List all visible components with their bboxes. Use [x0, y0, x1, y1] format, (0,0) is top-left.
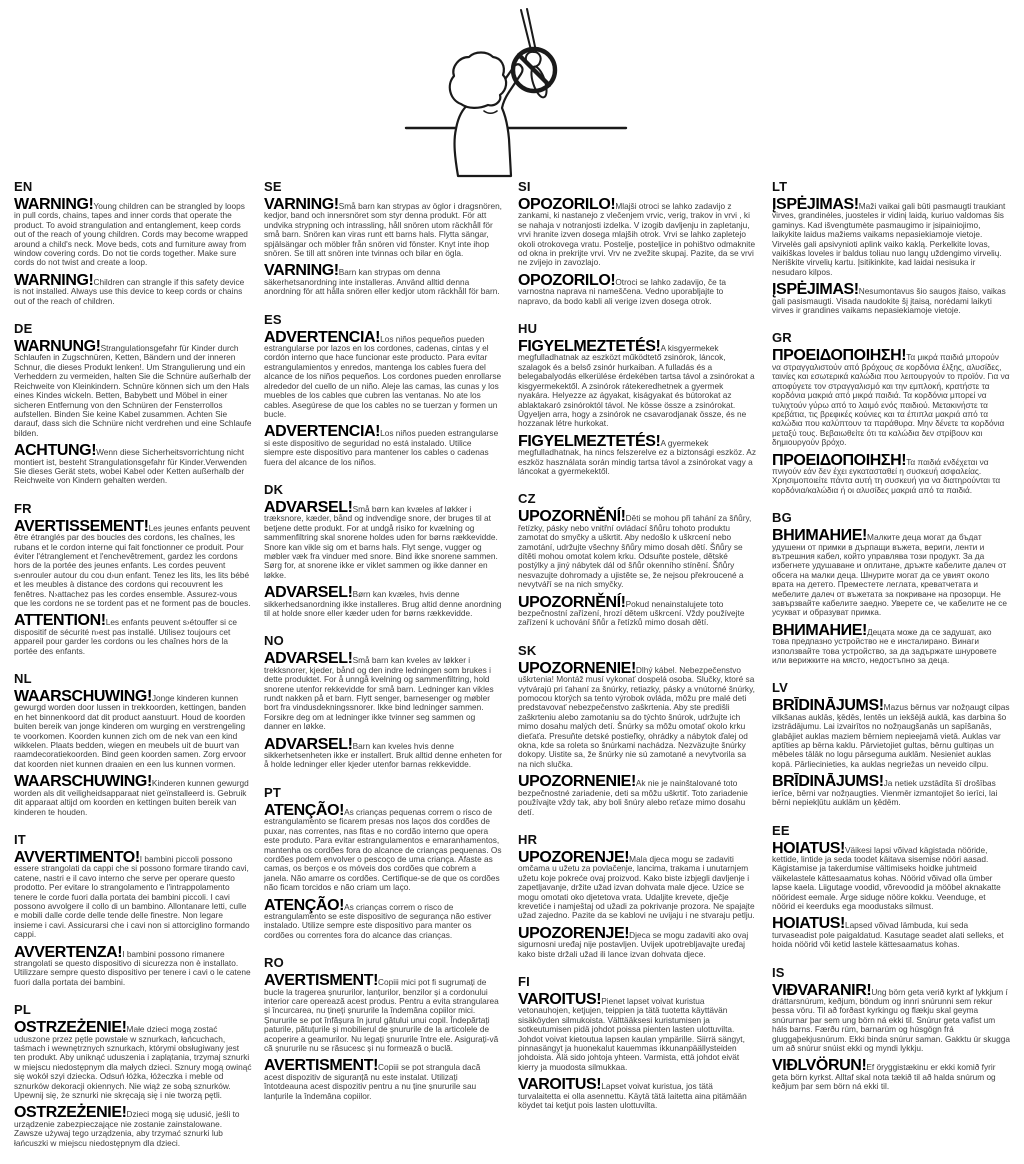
lang-code-label: LT: [772, 179, 788, 194]
warning-heading: UPOZORNENIE!: [518, 773, 636, 791]
warning-heading: AVERTISMENT!: [264, 972, 379, 990]
warning-text: Barn kan strypas om denna säkerhetsanordning inte installeras. Använd alltid denna anordning för att hålla snören eller kedjor utom räckhåll för barn.: [264, 267, 500, 297]
warning-section: [14, 442, 252, 486]
warning-heading: UPOZORENJE!: [518, 848, 630, 866]
lang-code-label: GR: [772, 330, 792, 346]
warning-section: [518, 271, 756, 306]
column-3: [518, 180, 756, 1126]
warning-text: Nesumontavus šio saugos įtaiso, vaikas gali pasismaugti. Visada naudokite šį įtaisą, norėdami laikyti virves ir grandines vaikams nepasiekiamoje vietoje.: [772, 286, 1006, 316]
lang-block-no: [264, 634, 502, 769]
lang-block-de: [14, 322, 252, 486]
warning-heading: ATTENTION!: [14, 612, 106, 630]
warning-section: [518, 508, 756, 590]
warning-heading: UPOZORNĚNÍ!: [518, 508, 626, 526]
warning-heading: VAROITUS!: [518, 990, 602, 1008]
warning-text: Децата може да се задушат, ако това предпазно устройство не е инсталирано. Винаги използвайте това устройство, за да задържате шнуровете или верижките на място, недостъпно за деца.: [772, 626, 997, 666]
warning-section: [264, 1057, 502, 1101]
warning-text: Pokud nenainstalujete toto bezpečnostní zařízení, hrozí dětem uškrcení. Vždy používejte zařízení k uchování šňůr a řetízků mimo dosah dětí.: [518, 598, 745, 628]
warning-heading: ВНИМАНИЕ!: [772, 527, 867, 545]
warning-text: As crianças correm o risco de estrangulamento se este dispositivo de segurança não estiver instalado. Utilize sempre este dispositivo para manter os cordões ou correntes fora do alcance das crianças.: [264, 901, 492, 940]
warning-text: Copiii mici pot fi sugrumați de bucle la tragerea șnururilor, lanțurilor, benzilor și a cordonului interior care operează acest produs. Pentru a evita strangularea și încurcarea, nu țineți șnururile la îndemâna copiilor mici. Șnururile se pot înfășura în jurul gâtului unui copil. Îndepărtați paturile, pătuțurile și mobilierul de șnururile de la articolele de acoperire a geamurilor. Nu legați șnururile între ele. Asigurați-vă că șnururile nu se răsucesc și nu formează o buclă.: [264, 977, 499, 1053]
warning-heading: OSTRZEŻENIE!: [14, 1104, 127, 1122]
warning-text: Jonge kinderen kunnen gewurgd worden door lussen in trekkoorden, kettingen, banden en het binnenkoord dat dit product aanstuurt. Houd de koorden buiten bereik van jonge kinderen om wurging en verstrengeling te voorkomen. Koorden kunnen zich om de nek van een kind wikkelen. Plaats bedden, wiegen en meubels uit de buurt van raamdecoratiekoorden. Bind geen koorden samen. Zorg ervoor dat koorden niet kunnen draaien en een lus kunnen vormen.: [14, 693, 247, 769]
warning-text: Τα παιδιά ενδέχεται να πνιγούν εάν δεν έχει εγκατασταθεί η συσκευή ασφαλείας. Χρησιμοποιείτε πάντα αυτή τη συσκευή για να διατηρούνται τα κορδόνια/καλώδια ή οι αλυσίδες μακριά από τα παιδιά.: [772, 456, 1001, 495]
warning-text: Ef öryggistækinu er ekki komið fyrir geta börn kyrkst. Alltaf skal nota tækið til að halda snúrum og keðjum þar sem börn ná ekki til.: [772, 1062, 996, 1092]
warning-heading: VARNING!: [264, 196, 339, 213]
warning-text: Copiii se pot strangula dacă acest dispozitiv de siguranță nu este instalat. Utilizați întotdeauna acest dispozitiv pentru a nu ține șnururile sau lanțurile la îndemâna copiilor.: [264, 1062, 481, 1101]
lang-block-it: [14, 833, 252, 987]
warning-section: [518, 338, 756, 429]
warning-heading: VAROITUS!: [518, 1076, 602, 1094]
warning-heading: ΠΡΟΕΙΔΟΠΟΙΗΣΗ!: [772, 451, 907, 469]
lang-block-pl: [14, 1003, 252, 1148]
warning-text: Små barn kan kveles av løkker i trekksnorer, kjeder, bånd og den indre ledningen som brukes i dette produktet. For å unngå kvelning og sammenfiltring, hold snorene utenfor rekkevidde for små barn. Ledninger kan vikles rundt nakken på et barn. Flytt senger, barnesenger og møbler bort fra vindusdekningssnorer. Ikke bind ledninger sammen. Forsikre deg om at ledninger ikke tvinner seg sammen og danner en løkke.: [264, 655, 494, 732]
warning-text: A gyermekek megfulladhatnak, ha nincs felszerelve ez a biztonsági eszköz. Az eszköz használata során mindig tartsa távol a zsinórokat vagy a láncokat a gyermekektől.: [518, 437, 756, 476]
warning-heading: ĮSPĖJIMAS!: [772, 196, 859, 213]
warning-text: Små barn kan strypas av öglor i dragsnören, kedjor, band och innersnöret som styr denna produkt. För att undvika strypning och intrassling, håll snören utom räckhåll för små barn. Snören kan viras runt ett barns hals. Flytta sängar, spjälsängar och möbler från snören vid fönster. Knyt inte ihop snören. Se till att snören inte tvinnas och bilar en ögla.: [264, 201, 502, 259]
warning-section: [264, 896, 502, 941]
warning-section: [14, 943, 252, 988]
lang-block-fi: [518, 975, 756, 1110]
lang-block-lt: [772, 180, 1010, 315]
warning-section: [264, 972, 502, 1053]
lang-block-en: [14, 180, 252, 306]
warning-text: Mazus bērnus var nožņaugt cilpas vilkšanas auklās, ķēdēs, lentēs un iekšējā auklā, kas darbina šo izstrādājumu. Lai izvairītos no nožņaugšanās un sapīšanās, glabājiet auklas maziem bērniem nepieejamā vietā. Auklas var aptīties ap bērna kaklu. Pārvietojiet gultas, bērnu gultiņas un mēbeles tālāk no logu pārseguma auklām. Nesieniet auklas kopā. Pārliecinieties, ka auklas negriežas un neveido cilpu.: [772, 702, 1010, 769]
lang-code-label: HU: [518, 321, 538, 337]
warning-text: Les enfants peuvent s›étouffer si ce dispositif de sécurité n›est pas installé. Utilisez toujours cet appareil pour garder les cordons ou les chaînes hors de la portée des enfants.: [14, 617, 237, 656]
warning-heading: UPOZORENJE!: [518, 924, 630, 942]
lang-code-label: IT: [14, 831, 26, 847]
warning-section: [772, 1057, 1010, 1092]
lang-block-ee: [772, 824, 1010, 950]
warning-heading: ADVERTENCIA!: [264, 328, 381, 346]
warning-text: Otroci se lahko zadavijo, če ta varnostna naprava ni nameščena. Vedno uporabljajte to napravo, da bodo kabli ali verige izven dosega otrok.: [518, 276, 727, 306]
warning-heading: ATENÇÃO!: [264, 801, 345, 819]
warning-heading: ATENÇÃO!: [264, 896, 345, 914]
lang-block-hu: [518, 322, 756, 476]
child-cord-warning-illustration: [398, 8, 636, 178]
warning-text: Děti se mohou při tahání za šňůry, řetízky, pásky nebo vnitřní ovládací šňůru tohoto produktu zamotat do smyčky a uškrtit. Aby nedošlo k uškrcení nebo zamotání, udržujte všechny šňůry mimo dosah dětí. Šňůry se dítěti mohou omotat kolem krku. Odsuňte postele, dětské postýlky a jiný nábytek dál od šňůr okenního stínění. Šňůry nesvazujte dohromady a ujistěte se, že nejsou překroucené a nevytváří se na nich smyčky.: [518, 513, 752, 590]
warning-heading: OPOZORILO!: [518, 196, 616, 213]
warning-heading: ACHTUNG!: [14, 442, 97, 460]
warning-section: [518, 848, 756, 921]
warning-text: Ja netiek uzstādīta šī drošības ierīce, bērni var nožņaugties. Vienmēr izmantojiet šo ierīci, lai bērni nepiekļūtu auklām un ķēdēm.: [772, 778, 998, 808]
lang-block-gr: [772, 331, 1010, 495]
warning-text: Dzieci mogą się udusić, jeśli to urządzenie zabezpieczające nie zostanie zainstalowane. Zawsze używaj tego urządzenia, aby trzymać sznurki lub łańcuszki w miejscu niedostępnym dla dzieci.: [14, 1109, 240, 1148]
warning-text: Mlajši otroci se lahko zadavijo z zankami, ki nastanejo z vlečenjem vrvic, verig, trakov in vrvi , ki se nahaja v notranjosti izdelka. V izogib davljenju in zapletanju, vrvi hranite izven dosega mlajših otrok. Vrvi se lahko zapletejo okoli otrokovega vratu. Postelje, posteljice in pohištvo odmaknite od okna in prekrijte vrvi. Vrv ne zvežite skupaj. Pazite, da se vrvi ne zvijejo in zavozlajo.: [518, 201, 756, 268]
warning-section: [14, 1104, 252, 1148]
warning-section: [264, 498, 502, 580]
lang-block-ro: [264, 956, 502, 1101]
warning-section: [772, 281, 1010, 316]
lang-code-label: DK: [264, 481, 284, 497]
warning-heading: ADVARSEL!: [264, 650, 353, 668]
lang-code-label: RO: [264, 955, 284, 971]
warning-text: Ak nie je nainštalované toto bezpečnostné zariadenie, deti sa môžu uškrtiť. Toto zariadenie používajte vždy tak, aby boli šnúry alebo reťaze mimo dosahu detí.: [518, 778, 748, 817]
warning-text: Małe dzieci mogą zostać uduszone przez pętle powstałe w sznurkach, łańcuchach, taśmach i wewnętrznych sznurkach, którymi obsługiwany jest ten produkt. Aby uniknąć uduszenia i zaplątania, trzymaj sznurki w miejscu niedostępnym dla małych dzieci. Sznury mogą owinąć się wokół szyi dziecka. Odsuń łóżka, łóżeczka i meble od sznurków dekoracji okiennych. Nie wiąż ze sobą sznurków. Upewnij się, że sznurki nie skręcają się i nie tworzą pętli.: [14, 1024, 252, 1101]
warning-heading: ВНИМАНИЕ!: [772, 621, 867, 639]
warning-heading: UPOZORNENIE!: [518, 659, 636, 677]
warning-text: I bambini possono rimanere strangolati se questo dispositivo di sicurezza non è installato. Utilizzare sempre questo dispositivo per tenere i cavi o le catene fuori dalla portata dei bambini.: [14, 948, 251, 987]
warning-section: [264, 801, 502, 893]
warning-section: [14, 517, 252, 609]
lang-block-bg: [772, 511, 1010, 665]
warning-section: [264, 735, 502, 770]
warning-section: [518, 1076, 756, 1111]
warning-section: [772, 451, 1010, 496]
warning-section: [772, 527, 1010, 618]
column-1: [14, 180, 252, 1164]
warning-section: [772, 915, 1010, 950]
warning-text: Små børn kan kvæles af løkker i træksnore, kæder, bånd og indvendige snore, der bruges til at betjene dette produkt. For at undgå risiko for kvælning og sammenfiltring skal snorene holdes uden for børns rækkevidde. Snore kan vikle sig om et barns hals. Flyt senge, vugger og møbler væk fra vinduer med snore. Bind ikke snorene sammen. Sørg for, at snorene ikke er viklet sammen og ikke danner en løkke.: [264, 503, 498, 580]
warning-section: [14, 271, 252, 306]
warning-section: [518, 659, 756, 769]
warning-text: Los niños pequeños pueden estrangularse por lazos en los cordones, cadenas, cintas y el cordón interno que hace funcionar este producto. Para evitar estrangulamientos y enredos, mantenga los cables fuera del alcance de los niños pequeños. Los cordones pueden enrollarse alrededor del cuello de un niño. Aleje las camas, las cunas y los muebles de los cables que cubren las ventanas. No ate los cables. Asegúrese de que los cables no se tuerzan y formen un bucle.: [264, 333, 502, 419]
warning-text: Dlhý kábel. Nebezpečenstvo uškrtenia! Montáž musí vykonať dospelá osoba. Slučky, ktoré sa vytvárajú pri ťahaní za šnúrky, retiazky, pásky a vnútorné šnúrky, pomocou ktorých sa tento výrobok ovláda, môžu pre malé deti predstavovať nebezpečenstvo zaškrtenia. Aby ste predišli zaškrteniu alebo zamotaniu sa do týchto šnúrok, udržujte ich mimo dosahu malých detí. Šnúrky sa môžu omotať okolo krku dieťaťa. Presuňte detské postieľky, ohrádky a nábytok ďalej od okna, kde sa roleta so šnúrkami nachádza. Nezväzujte šnúrky dokopy. Uistite sa, že šnúrky nie sú zamotané a nevytvorila sa na nich slučka.: [518, 664, 755, 769]
lang-code-label: NL: [14, 671, 32, 687]
warning-section: [14, 196, 252, 268]
warning-heading: WARNING!: [14, 196, 94, 213]
child-figure: [450, 52, 541, 176]
warning-heading: ΠΡΟΕΙΔΟΠΟΙΗΣΗ!: [772, 347, 907, 365]
warning-text: Lapset voivat kuristua, jos tätä turvalaitetta ei olla asennettu. Käytä tätä laitetta aina pitämään köydet tai ketjut pois lasten ulottuvilta.: [518, 1081, 747, 1111]
warning-section: [518, 773, 756, 817]
lang-block-lv: [772, 681, 1010, 807]
warning-section: [264, 650, 502, 732]
lang-block-se: [264, 180, 502, 297]
warning-heading: VIÐVARANIR!: [772, 981, 872, 999]
warning-section: [518, 196, 756, 268]
warning-heading: WAARSCHUWING!: [14, 688, 152, 706]
lang-block-fr: [14, 502, 252, 656]
warning-section: [772, 347, 1010, 448]
lang-code-label: BG: [772, 510, 792, 526]
warning-section: [264, 328, 502, 420]
warning-heading: FIGYELMEZTETÉS!: [518, 338, 661, 356]
warning-text: Pienet lapset voivat kuristua vetonauhojen, ketjujen, teippien ja tätä tuotetta käyttävän sisäköyden silmukoista. Välttääksesi kuristumisen ja sotkeutumisen pidä johdot poissa pienten lasten ulottuvilta. Johdot voivat kietoutua lapsen kaulan ympärille. Siirrä sängyt, pinnasängyt ja huonekalut kauemmas ikkunanpäällysteiden johdoista. Älä sido johtoja yhteen. Varmista, että johdot eivät kierry ja muodosta silmukkaa.: [518, 995, 745, 1072]
lang-block-es: [264, 313, 502, 467]
lang-code-label: FI: [518, 973, 530, 989]
warning-section: [14, 612, 252, 656]
warning-section: [264, 423, 502, 467]
warning-section: [264, 262, 502, 297]
warning-section: [772, 196, 1010, 277]
warning-section: [772, 773, 1010, 808]
warning-heading: FIGYELMEZTETÉS!: [518, 432, 661, 450]
warning-section: [14, 688, 252, 769]
warning-text: Τα μικρά παιδιά μπορούν να στραγγαλιστούν από βρόχους σε κορδόνια έλξης, αλυσίδες, ταινίες και εσωτερικά καλώδια που λειτουργούν το προϊόν. Για να αποφύγετε τον στραγγαλισμό και την εμπλοκή, κρατήστε τα κορδόνια μακριά από μικρά παιδιά. Τα κορδόνια μπορεί να τυλιχτούν γύρω από το λαιμό ενός παιδιού. Μετακινήστε τα κρεβάτια, τις βρεφικές κούνιες και τα έπιπλα μακριά από τα καλώδια που καλύπτουν τα παράθυρα. Μην δένετε τα κορδόνια μεταξύ τους. Βεβαιωθείτε ότι τα καλώδια δεν στρίβουν και δημιουργούν βρόχο.: [772, 352, 1010, 448]
warning-text: Väikesi lapsi võivad kägistada nööride, kettide, lintide ja seda toodet käitava sisemise nööri aasad. Kägistamise ja takerdumise vältimiseks hoidke juhtmeid väikelastele kättesaamatus kohas. Nöörid võivad olla ümber lapse kaela. Liigutage voodid, võrevoodid ja mööbel aknakatte nööridest eemale. Ärge siduge nööre kokku. Veenduge, et nöörid ei keerduks ega moodustaks silmust.: [772, 844, 1001, 911]
warning-heading: AVVERTENZA!: [14, 943, 123, 961]
warning-text: Wenn diese Sicherheitsvorrichtung nicht montiert ist, besteht Strangulationsgefahr für Kinder.Verwenden Sie dieses Gerät stets, wobei Kabel oder Ketten außerhalb der Reichweite von Kindern gehalten werden.: [14, 447, 247, 486]
lang-code-label: DE: [14, 321, 33, 337]
warning-section: [14, 773, 252, 817]
lang-code-label: PT: [264, 784, 282, 800]
lang-block-sk: [518, 644, 756, 817]
warning-heading: HOIATUS!: [772, 839, 845, 857]
warning-text: Children can strangle if this safety device is not installed. Always use this device to keep cords or chains out of the reach of children.: [14, 276, 245, 306]
warning-section: [772, 697, 1010, 769]
warning-heading: WARNING!: [14, 271, 94, 289]
warning-heading: AVVERTIMENTO!: [14, 848, 140, 866]
warning-heading: AVERTISMENT!: [264, 1057, 379, 1075]
warning-text: As crianças pequenas correm o risco de estrangulamento se ficarem presas nos laços dos cordões de puxar, nas correntes, nas fitas e no cordão interno que opera este produto. Para evitar estrangulamentos e emaranhamentos, mantenha os cordões fora do alcance de crianças pequenas. Os cordões podem envolver o pescoço de uma criança. Afaste as camas, os berços e os móveis dos cordões que cobrem a janela. Não amarre os cordões. Certifique-se de que os cordões não ficam torcidos e não criam um laço.: [264, 806, 502, 893]
warning-heading: OSTRZEŻENIE!: [14, 1019, 127, 1037]
lang-code-label: IS: [772, 964, 785, 980]
warning-section: [772, 981, 1010, 1054]
warning-section: [264, 584, 502, 618]
warning-heading: ADVARSEL!: [264, 498, 353, 516]
warning-heading: BRĪDINĀJUMS!: [772, 697, 884, 715]
lang-code-label: FR: [14, 500, 32, 516]
lang-block-is: [772, 966, 1010, 1092]
warning-heading: ADVARSEL!: [264, 584, 353, 602]
warning-text: Los niños pueden estrangularse si este dispositivo de seguridad no está instalado. Utilice siempre este dispositivo para mantener los cables o cadenas fuera del alcance de los niños.: [264, 428, 499, 467]
warning-section: [772, 839, 1010, 912]
lang-code-label: SE: [264, 179, 282, 194]
warning-section: [14, 1019, 252, 1101]
warning-heading: ĮSPĖJIMAS!: [772, 281, 859, 299]
warning-heading: OPOZORILO!: [518, 271, 616, 289]
lang-code-label: HR: [518, 831, 538, 847]
warning-section: [14, 848, 252, 940]
warning-section: [14, 338, 252, 438]
warning-heading: VIÐLVÖRUN!: [772, 1057, 867, 1075]
warning-text: Les jeunes enfants peuvent être étranglés par des boucles des cordons, les chaînes, les rubans et le cordon interne qui fait fonctionner ce produit. Pour éviter l'étranglement et l'enchevêtrement, gardez les cordons hors de la portée des jeunes enfants. Les cordes peuvent s›enrouler autour du cou d›un enfant. Tenez les lits, les lits bébé et les meubles à distance des cordons qui recouvrent les fenêtres. N›attachez pas les cordes ensemble. Assurez-vous que les cordons ne se tordent pas et ne forment pas de boucles.: [14, 522, 251, 608]
warning-heading: ADVERTENCIA!: [264, 423, 381, 441]
warning-text: I bambini piccoli possono essere strangolati da cappi che si possono formare tirando cavi, catene, nastri e il cavo interno che serve per operare questo prodotto. Per evitare lo strangolamento e l'intrappolamento tenere le corde fuori dalla portata dei bambini piccoli. I cavi possono avvolgere il collo di un bambino. Allontanare letti, culle e mobili dalle corde delle tende delle finestre. Non legare insieme i cavi. Assicurarsi che i cavi non si attorciglino formando cappi.: [14, 853, 250, 940]
warning-text: Maži vaikai gali būti pasmaugti traukiant virves, grandinėles, juosteles ir vidinį laidą, kuriuo valdomas šis gaminys. Kad išvengtumėte pasmaugimo ir įsipainiojimo, laikykite laidus mažiems vaikams nepasiekiamoje vietoje. Virvelės gali apsivynioti aplink vaiko kaklą. Perkelkite lovas, vaikiškas loveles ir baldus toliau nuo langų uždengimo virvelių. Neriškite virvelių kartu. Įsitikinkite, kad laidai nesisuka ir nesudaro kilpos.: [772, 201, 1006, 277]
warning-text: Young children can be strangled by loops in pull cords, chains, tapes and inner cords that operate the product. To avoid strangulation and entanglement, keep cords out of the reach of young children. Cords may become wrapped around a child's neck. Move beds, cots and furniture away from window covering cords. Do not tie cords together. Make sure cords do not twist and create a loop.: [14, 201, 248, 268]
column-2: [264, 180, 502, 1117]
warning-text: Малките деца могат да бъдат удушени от примки в дърпащи въжета, вериги, ленти и вътрешния кабел, който управлява този продукт. За да избегнете удушаване и оплитане, дръжте кабелите далеч от обсега на малки деца. Шнурите могат да се увият около врата на детето. Преместете леглата, креватчетата и мебелите далеч от въжетата за покриване на прозорци. Не завързвайте кабелите заедно. Уверете се, че кабелите не се усукват и образуват примка.: [772, 532, 1007, 618]
warning-heading: VARNING!: [264, 262, 339, 280]
lang-code-label: EN: [14, 179, 33, 194]
lang-code-label: EE: [772, 822, 790, 838]
warning-text: Kinderen kunnen gewurgd worden als dit veiligheidsapparaat niet geïnstalleerd is. Gebruik dit apparaat altijd om koorden en kettingen buiten bereik van kinderen te houden.: [14, 778, 249, 817]
lang-code-label: ES: [264, 311, 282, 327]
warning-text: A kisgyermekek megfulladhatnak az eszközt működtető zsinórok, láncok, szalagok és a belső zsinór hurkaiban. A fulladás és a belegabalyodás elkerülése érdekében tartsa távol a zsinórokat a kisgyermekektől. A zsinórok rátekeredhetnek a gyermek nyakára. Helyezze az ágyakat, kiságyakat és bútorokat az ablaktakaró zsinóroktól távol. Ne kösse össze a zsinórokat. Ügyeljen arra, hogy a zsinórok ne csavarodjanak össze, és ne hozzanak létre hurkokat.: [518, 343, 755, 429]
warning-heading: BRĪDINĀJUMS!: [772, 773, 884, 791]
warning-heading: ADVARSEL!: [264, 735, 353, 753]
warning-text: Børn kan kvæles, hvis denne sikkerhedsanordning ikke installeres. Brug altid denne anordning til at holde snore eller kæder uden for børns rækkevidde.: [264, 589, 502, 618]
warning-section: [518, 924, 756, 959]
warning-text: Ung börn geta verið kyrkt af lykkjum í dráttarsnúrum, keðjum, böndum og innri snúrunni sem rekur þessa vöru. Til að forðast kyrkingu og flækju skal geyma snúrurnar þar sem ung börn ná ekki til. Snúrur geta vafist um háls barns. Færðu rúm, barnarúm og húsgögn frá gluggaþekjusnúrum. Ekki binda snúrur saman. Gakktu úr skugga um að snúrur snúist ekki og myndi lykkju.: [772, 986, 1010, 1053]
lang-block-dk: [264, 483, 502, 618]
lang-block-nl: [14, 672, 252, 817]
warning-text: Barn kan kveles hvis denne sikkerhetsenheten ikke er installert. Bruk alltid denne enheten for å holde ledninger eller kjeder utenfor barnas rekkevidde.: [264, 740, 502, 770]
lang-block-hr: [518, 833, 756, 959]
lang-code-label: NO: [264, 633, 284, 649]
warning-section: [264, 196, 502, 259]
lang-block-pt: [264, 786, 502, 940]
column-4: [772, 180, 1010, 1108]
lang-code-label: LV: [772, 680, 789, 696]
lang-code-label: SK: [518, 642, 537, 658]
lang-code-label: SI: [518, 179, 531, 194]
warning-text: Mala djeca mogu se zadaviti omčama u užetu za povlačenje, lancima, trakama i unutarnjem užetu koje pokreće ovaj proizvod. Kako biste izbjegli davljenje i zapetljavanje, držite užad izvan dohvata male djece. Uzice se mogu omotati oko djetetova vrata. Udaljite krevete, dječje krevetiće i namještaj od užadi za pokrivanje prozora. Ne spajajte užad zajedno. Pazite da se kablovi ne uvijaju i ne stvaraju petlju.: [518, 853, 755, 921]
warning-section: [518, 990, 756, 1072]
warning-heading: WAARSCHUWING!: [14, 773, 152, 791]
warning-heading: AVERTISSEMENT!: [14, 517, 149, 535]
lang-code-label: CZ: [518, 491, 536, 507]
warning-heading: HOIATUS!: [772, 915, 845, 933]
warning-section: [518, 432, 756, 477]
warning-text: Lapsed võivad lämbuda, kui seda turvaseadist pole paigaldatud. Kasutage seadet alati selleks, et hoida nöörid või ketid lastele kättesaamatus kohas.: [772, 920, 1004, 950]
warning-heading: WARNUNG!: [14, 338, 101, 356]
lang-block-si: [518, 180, 756, 306]
warning-section: [772, 621, 1010, 666]
warning-heading: UPOZORNĚNÍ!: [518, 593, 626, 611]
lang-code-label: PL: [14, 1002, 32, 1018]
warning-text: Strangulationsgefahr für Kinder durch Schlaufen in Zugschnüren, Ketten, Bändern und der inneren Schnur, die dieses Produkt lenken!. Um Strangulierung und ein Verheddern zu vermeiden, halten Sie die Schnüre außerhalb der Reichweite von Kleinkindern. Schnüre können sich um den Hals eines Kindes wickeln. Betten, Babybett und Möbel in einer sicheren Entfernung von den Schnüren der Fensterrollos aufstellen. Binden Sie keine Kabel zusammen. Achten Sie darauf, dass sich die Schnüre nicht verdrehen und eine Schlaufe bilden.: [14, 343, 252, 438]
warning-text: Djeca se mogu zadaviti ako ovaj sigurnosni uređaj nije postavljen. Uvijek upotrebljavajte uređaj kako biste držali užad ili lance izvan dohvata djece.: [518, 929, 749, 959]
lang-block-cz: [518, 492, 756, 627]
warning-section: [518, 593, 756, 628]
